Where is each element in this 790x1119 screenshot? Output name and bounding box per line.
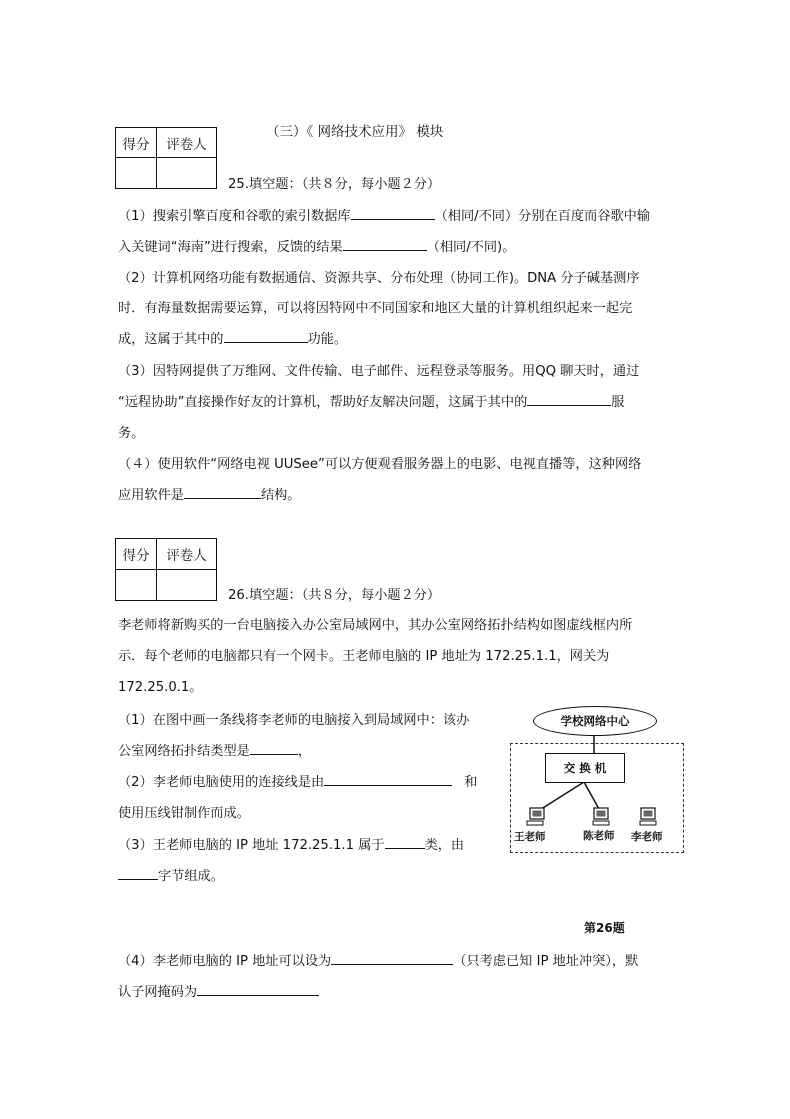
q25-line-7: “远程协助”直接操作好友的计算机，帮助好友解决问题，这属于其中的 服 — [118, 391, 624, 410]
score-table-25 — [115, 127, 217, 189]
computer-icon — [593, 808, 609, 825]
score-cell[interactable] — [116, 158, 157, 189]
section-title: （三）《 网络技术应用》 模块 — [266, 124, 444, 140]
network-diagram — [503, 703, 683, 853]
q25-line-6: （3）因特网提供了万维网、文件传输、电子邮件、远程登录等服务。用QQ 聊天时，通过 — [118, 364, 640, 379]
pc-label-chen: 陈老师 — [583, 830, 615, 842]
pc-label-li: 李老师 — [631, 831, 663, 843]
q26-header: 26.填空题：（共８分，每小题２分） — [228, 588, 441, 603]
q26-line-4: 使用压线钳制作而成。 — [118, 806, 250, 821]
q25-line-5: 成，这属于其中的 功能。 — [118, 328, 347, 347]
score-label: 得分 — [116, 539, 157, 570]
figure-caption: 第26题 — [584, 921, 625, 935]
q25-blank-3[interactable] — [224, 329, 308, 343]
q26-intro-1: 李老师将新购买的一台电脑接入办公室局域网中，其办公室网络拓扑结构如图虚线框内所 — [118, 618, 633, 633]
q26-intro-2: 示．每个老师的电脑都只有一个网卡。王老师电脑的 IP 地址为 172.25.1.1，网关为 — [118, 649, 610, 664]
computer-icon — [640, 808, 656, 825]
q25-line-8: 务。 — [118, 426, 145, 441]
q26-blank-6[interactable] — [197, 982, 319, 996]
q26-line-6: 字节组成。 — [118, 865, 224, 884]
q26-line-7: （4）李老师电脑的 IP 地址可以设为 （只考虑已知 IP 地址冲突），默 — [118, 950, 638, 969]
q25-header: 25.填空题：（共８分，每小题２分） — [228, 177, 441, 192]
q26-line-1: （1）在图中画一条线将李老师的电脑接入到局域网中：该办 — [118, 713, 470, 728]
q26-blank-3[interactable] — [385, 835, 425, 849]
q25-blank-5[interactable] — [184, 485, 261, 499]
q25-blank-2[interactable] — [343, 237, 427, 251]
q26-line-3: （2）李老师电脑使用的连接线是由 和 — [118, 771, 477, 790]
score-cell[interactable] — [116, 570, 157, 601]
school-network-center: 学校网络中心 — [533, 706, 657, 736]
switch-box: 交 换 机 — [545, 753, 625, 783]
q25-blank-1[interactable] — [351, 206, 435, 220]
q26-line-8: 认子网掩码为 — [118, 981, 319, 1000]
q26-blank-5[interactable] — [331, 951, 453, 965]
score-label: 得分 — [116, 128, 157, 158]
q26-blank-1[interactable] — [250, 741, 298, 755]
q26-line-5: （3）王老师电脑的 IP 地址 172.25.1.1 属于 类，由 — [118, 834, 464, 853]
q26-blank-4[interactable] — [118, 866, 158, 880]
q25-line-4: 时．有海量数据需要运算，可以将因特网中不同国家和地区大量的计算机组织起来一起完 — [118, 301, 633, 316]
q25-line-9: （４）使用软件“网络电视 UUSee”可以方便观看服务器上的电影、电视直播等，这种网络 — [118, 457, 642, 472]
q26-line-2: 公室网络拓扑结类型是 ， — [118, 740, 311, 759]
computer-icon — [527, 808, 544, 825]
q25-line-10: 应用软件是 结构。 — [118, 484, 301, 503]
q25-line-1: （1）搜索引擎百度和谷歌的索引数据库 （相同/不同）分别在百度而谷歌中输 — [118, 205, 650, 224]
grader-label: 评卷人 — [157, 539, 217, 570]
q25-line-2: 入关键词“海南”进行搜索，反馈的结果 （相同/不同)。 — [118, 236, 515, 255]
grader-cell[interactable] — [157, 158, 217, 189]
q25-line-3: （2）计算机网络功能有数据通信、资源共享、分布处理（协同工作)。DNA 分子碱基测序 — [118, 271, 640, 286]
score-table-26 — [115, 538, 217, 601]
q25-blank-4[interactable] — [527, 392, 611, 406]
q26-blank-2[interactable] — [324, 772, 452, 786]
grader-cell[interactable] — [157, 570, 217, 601]
q26-intro-3: 172.25.0.1。 — [118, 680, 203, 695]
grader-label: 评卷人 — [157, 128, 217, 158]
pc-label-wang: 王老师 — [514, 831, 546, 843]
